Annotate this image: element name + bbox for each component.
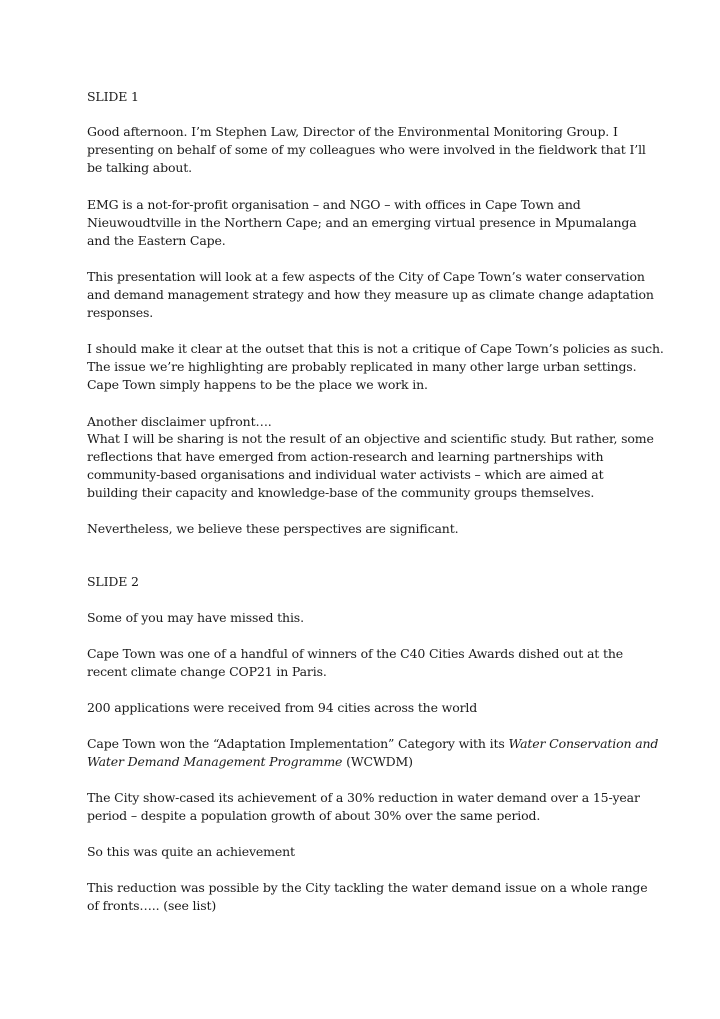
reduction-line: period – despite a population growth of about 30% over the same period. xyxy=(87,808,541,823)
clarification-line: The issue we’re highlighting are probably replicated in many other large urban settings. xyxy=(87,359,637,374)
presentation-line: This presentation will look at a few aspects of the City of Cape Town’s water conservation xyxy=(87,269,645,284)
programme-title: Water Conservation and xyxy=(508,736,659,751)
award-line: Cape Town was one of a handful of winners of the C40 Cities Awards dished out at the xyxy=(87,646,624,661)
disclaimer-line: reflections that have emerged from action-research and learning partnerships with xyxy=(87,449,604,464)
emg-line: and the Eastern Cape. xyxy=(87,233,226,248)
clarification-line: Cape Town simply happens to be the place we work in. xyxy=(87,377,428,392)
disclaimer-line: building their capacity and knowledge-base of the community groups themselves. xyxy=(87,485,595,500)
intro-line: presenting on behalf of some of my colleagues who were involved in the fieldwork that I’ll xyxy=(87,142,646,157)
fronts-line: of fronts….. (see list) xyxy=(87,898,217,913)
disclaimer-line: community-based organisations and individual water activists – which are aimed at xyxy=(87,467,604,482)
category-line xyxy=(87,735,658,753)
slide-1-heading: SLIDE 1 xyxy=(87,89,139,104)
achievement-line: So this was quite an achievement xyxy=(87,844,295,859)
intro-line: Good afternoon. I’m Stephen Law, Director of the Environmental Monitoring Group. I xyxy=(87,124,618,139)
missed-line: Some of you may have missed this. xyxy=(87,610,304,625)
programme-title: Water Demand Management Programme xyxy=(87,754,343,769)
category-line xyxy=(87,753,413,771)
emg-line: EMG is a not-for-profit organisation – and NGO – with offices in Cape Town and xyxy=(87,197,581,212)
disclaimer-line: What I will be sharing is not the result of an objective and scientific study. But rather, some xyxy=(87,431,654,446)
fronts-line: This reduction was possible by the City tackling the water demand issue on a whole range xyxy=(87,880,648,895)
emg-line: Nieuwoudtville in the Northern Cape; and an emerging virtual presence in Mpumalanga xyxy=(87,215,637,230)
category-text: Cape Town won the “Adaptation Implementation” Category with its xyxy=(87,736,509,751)
clarification-line: I should make it clear at the outset that this is not a critique of Cape Town’s policies as such. xyxy=(87,341,664,356)
presentation-line: responses. xyxy=(87,305,154,320)
reduction-line: The City show-cased its achievement of a 30% reduction in water demand over a 15-year xyxy=(87,790,640,805)
disclaimer-line: Another disclaimer upfront…. xyxy=(87,414,272,429)
programme-acronym: (WCWDM) xyxy=(342,754,413,769)
intro-line: be talking about. xyxy=(87,160,192,175)
applications-line: 200 applications were received from 94 cities across the world xyxy=(87,700,478,715)
significance-line: Nevertheless, we believe these perspectives are significant. xyxy=(87,521,459,536)
presentation-line: and demand management strategy and how they measure up as climate change adaptation xyxy=(87,287,654,302)
award-line: recent climate change COP21 in Paris. xyxy=(87,664,327,679)
slide-2-heading: SLIDE 2 xyxy=(87,574,139,589)
